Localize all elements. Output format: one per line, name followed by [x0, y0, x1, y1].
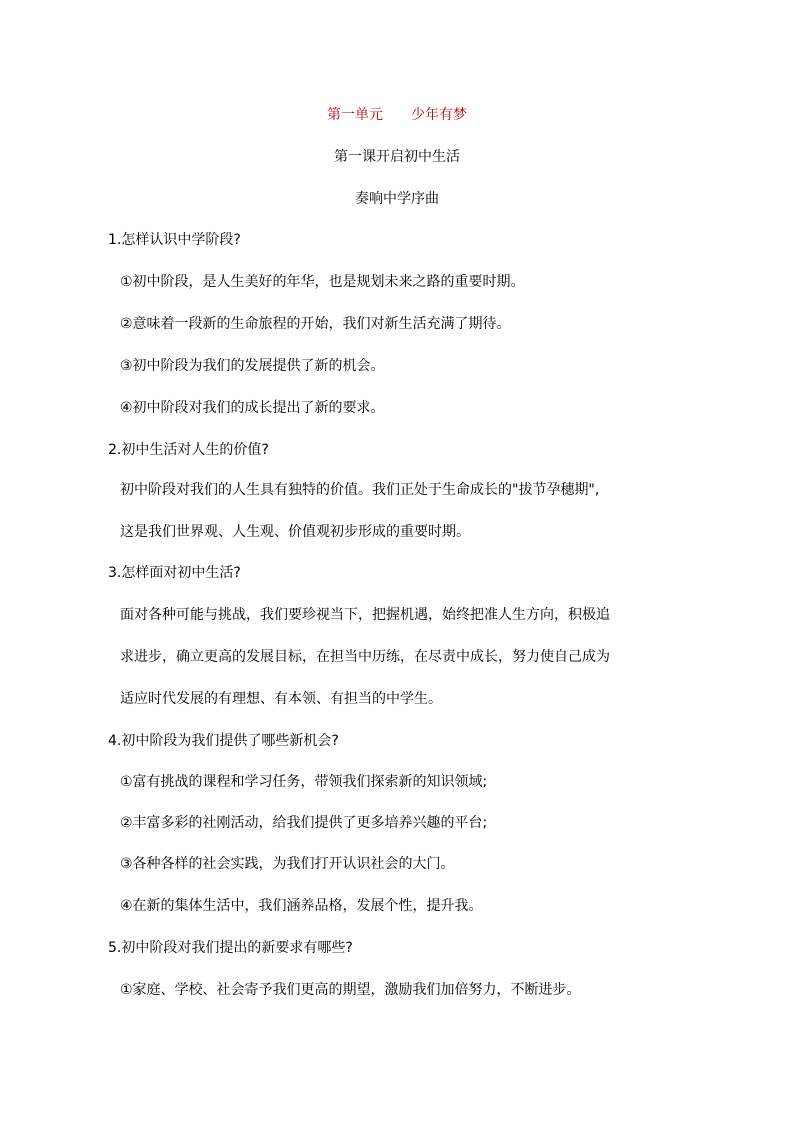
- unit-name: 少年有梦: [411, 107, 467, 123]
- q3-answer-line-1: 面对各种可能与挑战，我们要珍视当下，把握机遇，始终把准人生方向，积极追: [120, 607, 610, 623]
- unit-label: 第一单元: [327, 107, 383, 123]
- q2-answer-line-1: 初中阶段对我们的人生具有独特的价值。我们正处于生命成长的"拔节孕穗期",: [120, 482, 600, 498]
- q3-answer-line-2: 求进步，确立更高的发展目标，在担当中历练，在尽责中成长，努力使自己成为: [120, 649, 610, 665]
- section-title: 奏响中学序曲: [355, 191, 439, 207]
- question-5: 5.初中阶段对我们提出的新要求有哪些?: [108, 940, 353, 956]
- q1-answer-3: ③初中阶段为我们的发展提供了新的机会。: [120, 358, 385, 374]
- q1-answer-2: ②意味着一段新的生命旅程的开始，我们对新生活充满了期待。: [120, 316, 511, 332]
- question-2: 2.初中生活对人生的价值?: [108, 442, 269, 458]
- unit-title: [0, 105, 794, 125]
- question-1: 1.怎样认识中学阶段?: [108, 232, 241, 248]
- q3-answer-line-3: 适应时代发展的有理想、有本领、有担当的中学生。: [120, 691, 442, 707]
- q1-answer-1: ①初中阶段，是人生美好的年华，也是规划未来之路的重要时期。: [120, 274, 525, 290]
- question-3: 3.怎样面对初中生活?: [108, 565, 241, 581]
- lesson-title: 第一课开启初中生活: [334, 149, 460, 165]
- question-4: 4.初中阶段为我们提供了哪些新机会?: [108, 733, 339, 749]
- q4-answer-4: ④在新的集体生活中，我们涵养品格，发展个性，提升我。: [120, 898, 483, 914]
- q5-answer-1: ①家庭、学校、社会寄予我们更高的期望，激励我们加倍努力，不断进步。: [120, 982, 581, 998]
- q1-answer-4: ④初中阶段对我们的成长提出了新的要求。: [120, 400, 385, 416]
- q4-answer-1: ①富有挑战的课程和学习任务，带领我们探索新的知识领域;: [120, 774, 488, 790]
- q2-answer-line-2: 这是我们世界观、人生观、价值观初步形成的重要时期。: [120, 524, 470, 540]
- q4-answer-3: ③各种各样的社会实践，为我们打开认识社会的大门。: [120, 856, 455, 872]
- q4-answer-2: ②丰富多彩的社刚活动，给我们提供了更多培养兴趣的平台;: [120, 815, 488, 831]
